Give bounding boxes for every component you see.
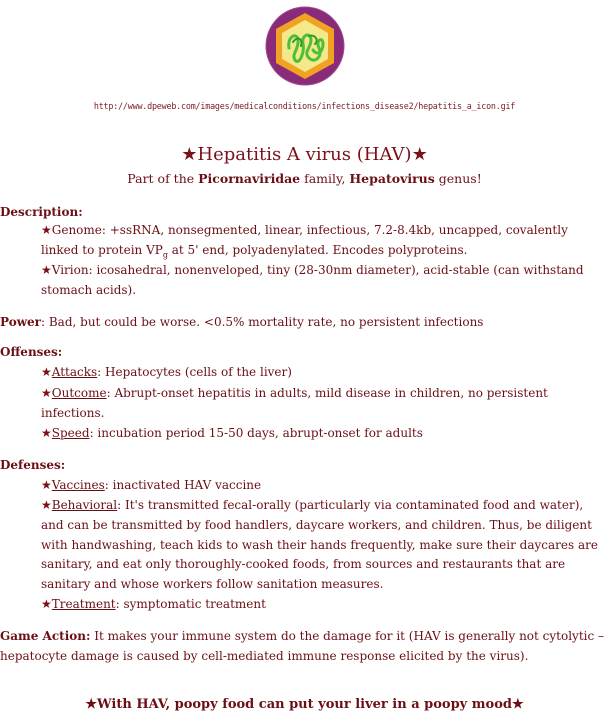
star-bullet-icon: ★ xyxy=(41,386,52,400)
family-name: Picornaviridae xyxy=(198,171,301,186)
defenses-heading: Defenses: xyxy=(0,458,66,472)
genome-label: Genome xyxy=(51,223,102,237)
footer-tagline: ★With HAV, poopy food can put your liver in a poopy mood★ xyxy=(85,697,524,712)
star-icon: ★ xyxy=(411,144,428,165)
offense-item-attacks: ★Attacks: Hepatocytes (cells of the liver) xyxy=(41,365,292,379)
star-bullet-icon: ★ xyxy=(41,223,52,237)
hepatitis-virus-hexagon-icon xyxy=(265,6,345,86)
offense-item-speed: ★Speed: incubation period 15-50 days, abrupt-onset for adults xyxy=(41,426,423,440)
defense-item-behavioral: ★Behavioral: It's transmitted fecal-orally (particularly via contaminated food and water), and can be transmitted by food handlers, daycare workers, and children. Thus, be diligent with handwashing, teach kids to wash their hands frequently, make sure their daycares are sanitary, and eat only thoroughly-cooked foods, from sources and restaurants that are sanitary and whose workers follow sanitation measures. xyxy=(41,498,598,592)
genome-item: ★Genome: +ssRNA, nonsegmented, linear, infectious, 7.2-8.4kb, uncapped, covalently linked to protein $VP_g$ at 5' end, polyadenylated. Encodes polyproteins. xyxy=(41,223,568,260)
page-title xyxy=(0,144,609,165)
game-action-label: Game Action: xyxy=(0,629,91,643)
power-label: Power xyxy=(0,315,41,329)
virion-item: ★Virion: icosahedral, nonenveloped, tiny (28-30nm diameter), acid-stable (can withstand stomach acids). xyxy=(41,263,584,297)
power-line: Power: Bad, but could be worse. <0.5% mortality rate, no persistent infections xyxy=(0,315,484,329)
genus-name: Hepatovirus xyxy=(349,171,435,186)
game-action-paragraph: Game Action: It makes your immune system do the damage for it (HAV is generally not cytolytic – hepatocyte damage is caused by cell-mediated immune response elicited by the virus). xyxy=(0,629,605,663)
star-bullet-icon: ★ xyxy=(41,426,52,440)
image-source-url: http://www.dpeweb.com/images/medicalconditions/infections_disease2/hepatitis_a_icon.gif xyxy=(93,101,516,111)
star-bullet-icon: ★ xyxy=(41,597,52,611)
star-icon: ★ xyxy=(181,144,198,165)
star-bullet-icon: ★ xyxy=(41,365,52,379)
taxonomy-subtitle: Part of the Picornaviridae family, Hepatovirus genus! xyxy=(127,171,482,186)
star-icon: ★ xyxy=(85,697,98,712)
star-icon: ★ xyxy=(511,697,524,712)
star-bullet-icon: ★ xyxy=(41,478,52,492)
defense-item-vaccines: ★Vaccines: inactivated HAV vaccine xyxy=(41,478,262,492)
offense-item-outcome: ★Outcome: Abrupt-onset hepatitis in adults, mild disease in children, no persistent infections. xyxy=(41,386,548,420)
star-bullet-icon: ★ xyxy=(41,498,52,512)
star-bullet-icon: ★ xyxy=(41,263,52,277)
virion-label: Virion xyxy=(51,263,89,277)
description-heading: Description: xyxy=(0,205,83,219)
title-text: Hepatitis A virus (HAV) xyxy=(197,144,412,165)
offenses-heading: Offenses: xyxy=(0,345,63,359)
defense-item-treatment: ★Treatment: symptomatic treatment xyxy=(41,597,266,611)
